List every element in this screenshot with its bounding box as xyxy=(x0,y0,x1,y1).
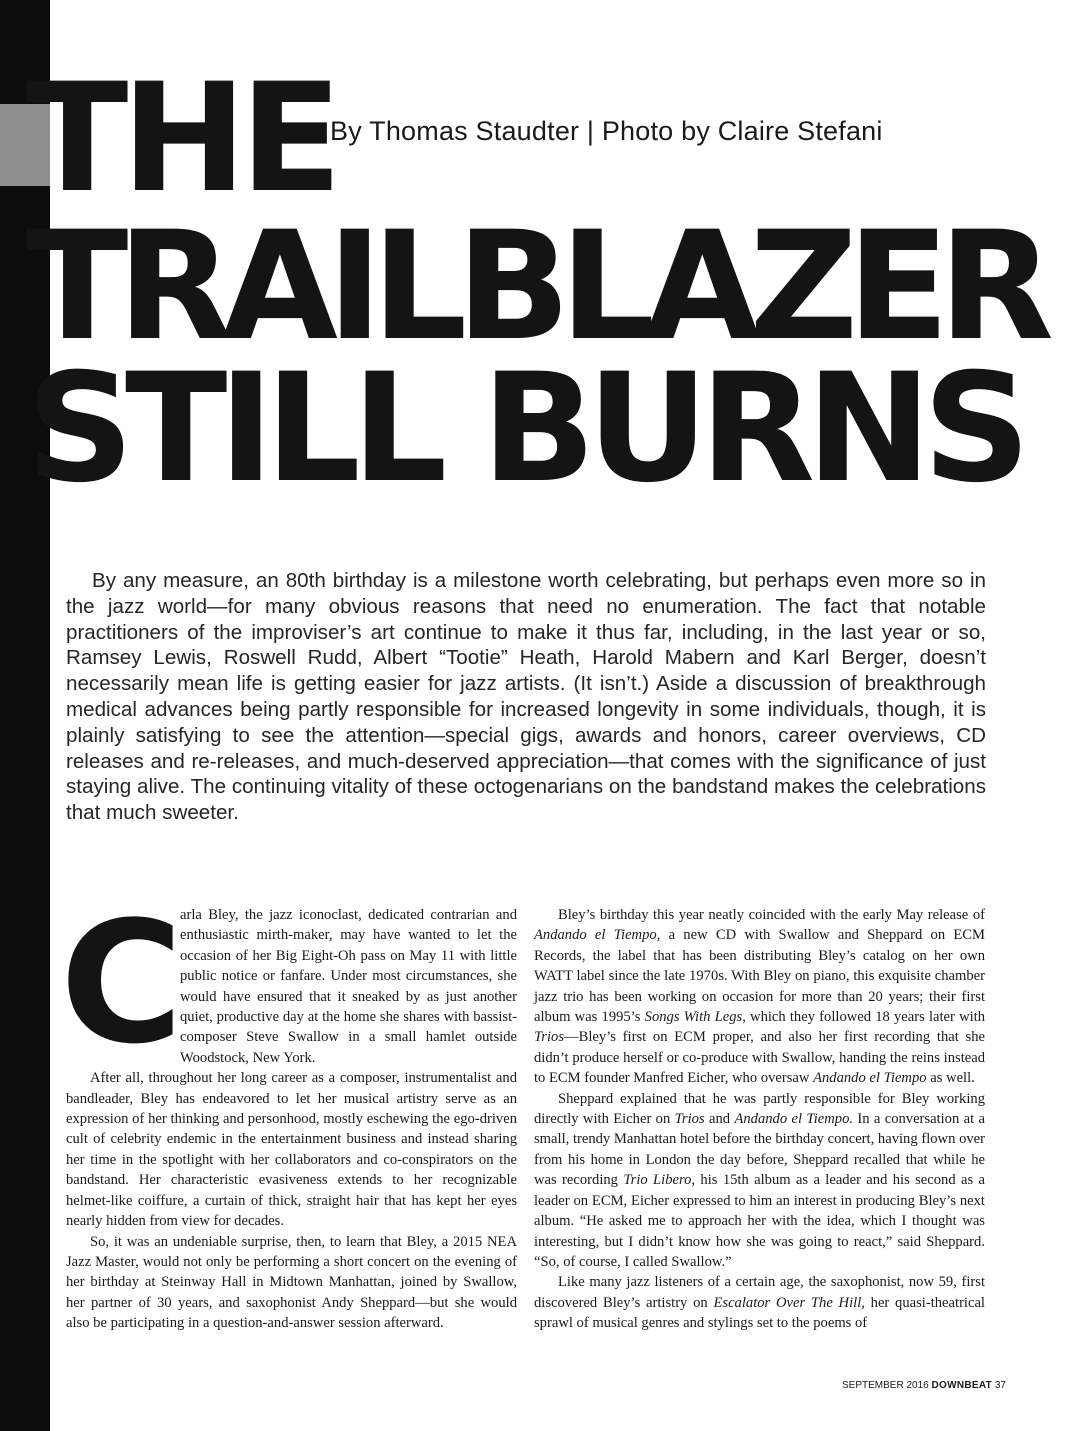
body-paragraph-1 xyxy=(60,885,517,1081)
text-run: , her quasi-theatrical sprawl of musical genres and stylings set to the poems of xyxy=(534,1294,985,1332)
body-paragraph-2: After all, throughout her long career as a composer, instrumentalist and bandleader, Bley has endeavored to let her musical artistry serve as an expression of her thinking and personhood, mostly eschewing the ego-driven cult of celebrity endemic in the entertainment business and instead sharing her time in the spotlight with her collaborators and co-conspirators on the bandstand. Her characteristic evasiveness extends to her recognizable helmet-like coiffure, a curtain of thick, straight hair that has kept her eyes nearly hidden from view for decades. xyxy=(66,1070,517,1230)
body-column-1 xyxy=(60,885,517,1334)
body-paragraph-1-text: arla Bley, the jazz iconoclast, dedicated contrarian and enthusiastic mirth-maker, may have wanted to let the occasion of her Big Eight-Oh pass on May 11 with little public notice or fanfare. Under most circumstances, she would have ensured that it sneaked by as just another quiet, productive day at the home she shares with bassist-composer Steve Swallow in a small hamlet outside Woodstock, New York. xyxy=(180,907,517,1066)
body-paragraph-6 xyxy=(534,1272,985,1333)
byline: By Thomas Staudter | Photo by Claire Stefani xyxy=(330,116,883,146)
body-paragraph-5 xyxy=(534,1089,985,1273)
album-title: Trio Libero xyxy=(623,1172,692,1189)
page-number: 37 xyxy=(994,1380,1006,1391)
text-run: , his 15th album as a leader and his second as a leader on ECM, Eicher expressed to him an interest in producing Bley’s next album. “He asked me to approach her with the idea, which I thought was interesting, but I didn’t know how she was going to react,” said Sheppard. “So, of course, I called Swallow.” xyxy=(534,1172,985,1270)
album-title: Andando el Tiempo xyxy=(813,1070,927,1087)
body-paragraph-4 xyxy=(534,905,985,1089)
text-run: In a conversation at a small, trendy Manhattan hotel before the birthday concert, having flown over from his home in London the day before, Sheppard recalled that while he was recording xyxy=(534,1111,985,1189)
text-run: , a new CD with Swallow and Sheppard on ECM Records, the label that has been distributing Bley’s catalog on her own WATT label since the late 1970s. With Bley on piano, this exquisite chamber jazz trio has been working on occasion for more than 20 years; their first album was 1995’s xyxy=(534,927,985,1026)
album-title: Trios xyxy=(534,1029,565,1046)
album-title: Songs With Legs xyxy=(644,1009,743,1026)
headline-line-1: THE xyxy=(26,52,336,226)
body-column-2 xyxy=(534,905,985,1334)
album-title: Escalator Over The Hill xyxy=(713,1294,862,1311)
magazine-name: DOWNBEAT xyxy=(931,1380,993,1391)
body-paragraph-3: So, it was an undeniable surprise, then, to learn that Bley, a 2015 NEA Jazz Master, would not only be performing a short concert on the evening of her birthday at Steinway Hall in Midtown Manhattan, joined by Swallow, her partner of 30 years, and saxophonist Andy Sheppard—but she would also be participating in a question-and-answer session afterward. xyxy=(66,1233,517,1332)
issue-date: SEPTEMBER 2016 xyxy=(842,1380,929,1391)
text-run: —Bley’s first on ECM proper, and also her first recording that she didn’t produce herself or co-produce with Swallow, handing the reins instead to ECM founder Manfred Eicher, who oversaw xyxy=(534,1029,985,1087)
page-footer xyxy=(842,1380,1006,1391)
drop-cap: C xyxy=(60,885,184,1081)
text-run: , which they followed 18 years later with xyxy=(742,1009,986,1026)
text-run: and xyxy=(704,1111,735,1128)
album-title: Andando el Tiempo xyxy=(534,927,657,944)
text-run: as well. xyxy=(926,1070,975,1087)
album-title: Andando el Tiempo. xyxy=(734,1111,854,1128)
text-run: Bley’s birthday this year neatly coincided with the early May release of xyxy=(558,907,985,923)
intro-paragraph: By any measure, an 80th birthday is a milestone worth celebrating, but perhaps even more so in the jazz world—for many obvious reasons that need no enumeration. The fact that notable practitioners of the improviser’s art continue to make it thus far, including, in the last year or so, Ramsey Lewis, Roswell Rudd, Albert “Tootie” Heath, Harold Mabern and Karl Berger, doesn’t necessarily mean life is getting easier for jazz artists. (It isn’t.) Aside a discussion of breakthrough medical advances being partly responsible for increased longevity in some individuals, though, it is plainly satisfying to see the attention—special gigs, awards and honors, career overviews, CD releases and re-releases, and much-deserved appreciation—that comes with the significance of just staying alive. The continuing vitality of these octogenarians on the bandstand makes the celebrations that much sweeter. xyxy=(66,569,986,825)
headline-line-3: STILL BURNS xyxy=(26,342,1022,516)
text-run: Sheppard explained that he was partly responsible for Bley working directly with Eicher on xyxy=(534,1090,985,1128)
text-run: Like many jazz listeners of a certain age, the saxophonist, now 59, first discovered Bley’s artistry on xyxy=(534,1274,985,1311)
headline-line-2: TRAILBLAZER xyxy=(26,200,1044,374)
album-title: Trios xyxy=(674,1111,705,1128)
